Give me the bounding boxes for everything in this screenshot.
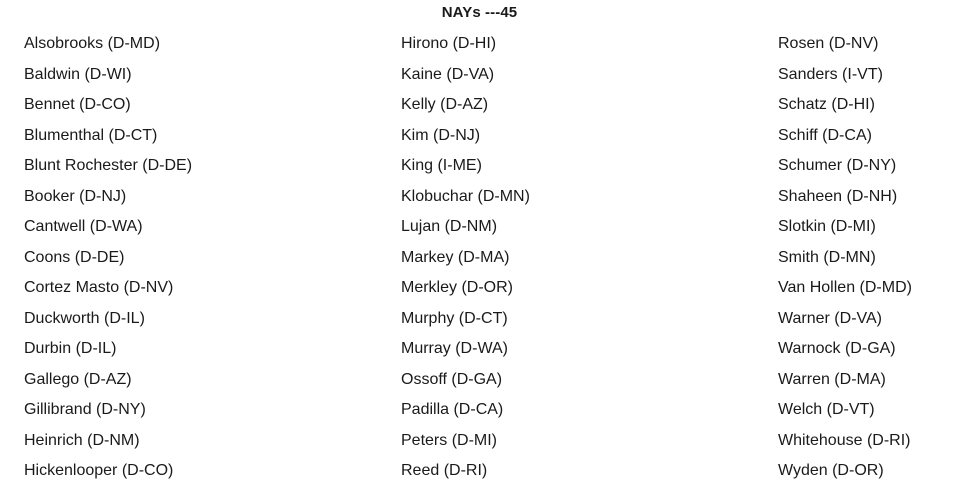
senator-name: Kelly (D-AZ) [401, 96, 489, 113]
senator-name: Heinrich (D-NM) [24, 431, 140, 449]
senator-name: Kaine (D-VA) [401, 65, 495, 83]
senator-name: Wyden (D-OR) [778, 462, 884, 479]
senator-name: Sanders (I-VT) [778, 65, 883, 83]
senator-name: Coons (D-DE) [24, 248, 125, 266]
senator-name: Bennet (D-CO) [24, 96, 131, 113]
senator-name: Murphy (D-CT) [401, 309, 508, 327]
senator-name: Markey (D-MA) [401, 248, 510, 266]
senator-name: Lujan (D-NM) [401, 218, 498, 235]
senator-name: Reed (D-RI) [401, 462, 488, 479]
senator-name: Rosen (D-NV) [778, 35, 879, 52]
senator-name: Gillibrand (D-NY) [24, 401, 146, 418]
senator-name: Hirono (D-HI) [401, 35, 497, 52]
senator-name: Booker (D-NJ) [24, 187, 127, 205]
senator-name: Murray (D-WA) [401, 340, 508, 357]
senator-name: Welch (D-VT) [778, 401, 875, 418]
senator-name: Van Hollen (D-MD) [778, 279, 912, 296]
senator-name: Blumenthal (D-CT) [24, 126, 158, 144]
senator-name: Blunt Rochester (D-DE) [24, 157, 193, 174]
senator-name: Schumer (D-NY) [778, 157, 897, 174]
senator-name: Alsobrooks (D-MD) [24, 35, 161, 52]
senator-column-3 [778, 33, 912, 491]
senator-name: Warnock (D-GA) [778, 340, 896, 357]
senator-name: Cantwell (D-WA) [24, 218, 143, 235]
senator-name: Slotkin (D-MI) [778, 218, 876, 235]
senator-name: King (I-ME) [401, 157, 482, 174]
senator-name: Warner (D-VA) [778, 309, 882, 327]
senator-name: Smith (D-MN) [778, 248, 876, 266]
senator-name: Padilla (D-CA) [401, 401, 504, 418]
senator-name: Klobuchar (D-MN) [401, 187, 530, 205]
senator-name: Schiff (D-CA) [778, 126, 872, 144]
senator-name: Shaheen (D-NH) [778, 187, 898, 205]
senator-name: Peters (D-MI) [401, 431, 497, 449]
senator-name: Warren (D-MA) [778, 370, 886, 388]
senator-name: Baldwin (D-WI) [24, 65, 132, 83]
senator-name: Cortez Masto (D-NV) [24, 279, 174, 296]
senator-name: Kim (D-NJ) [401, 126, 481, 144]
senator-name: Hickenlooper (D-CO) [24, 462, 174, 479]
senator-name: Ossoff (D-GA) [401, 370, 503, 388]
vote-title: NAYs ---45 [441, 4, 518, 21]
senator-name: Gallego (D-AZ) [24, 370, 132, 388]
senator-name: Schatz (D-HI) [778, 96, 875, 113]
senator-name: Durbin (D-IL) [24, 340, 117, 357]
senator-column-2 [401, 33, 530, 491]
senator-name: Merkley (D-OR) [401, 279, 513, 296]
senator-name: Duckworth (D-IL) [24, 309, 145, 327]
senator-name: Whitehouse (D-RI) [778, 431, 911, 449]
senator-column-1 [24, 33, 192, 491]
